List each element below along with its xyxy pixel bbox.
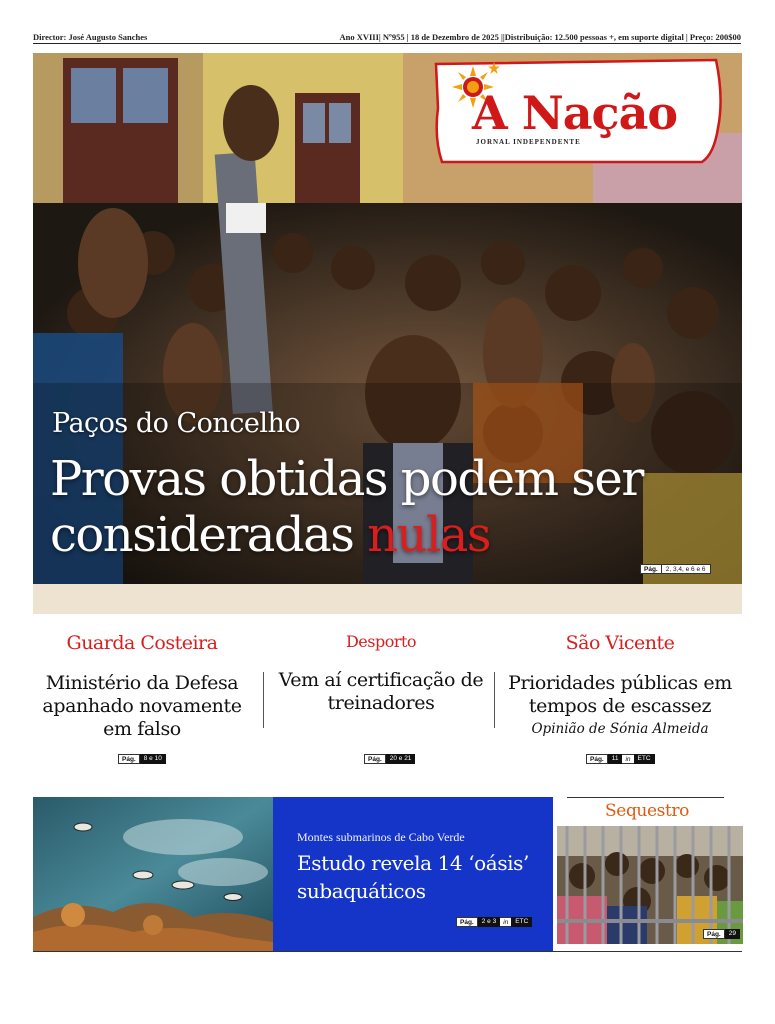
sequestro-rule xyxy=(567,797,724,798)
story-guarda-costeira[interactable] xyxy=(33,632,251,741)
section-divider-band xyxy=(33,584,742,614)
bottom-rule xyxy=(33,951,742,952)
hero-headline[interactable] xyxy=(50,451,740,563)
hero-headline-accent: nulas xyxy=(367,507,491,563)
feature-subtitle: Montes submarinos de Cabo Verde xyxy=(297,830,465,844)
page-numbers: 8 e 10 xyxy=(140,754,166,764)
story-opinion-byline: Opinião de Sónia Almeida xyxy=(531,721,709,737)
director-credit: Director: José Augusto Sanches xyxy=(33,32,148,42)
sequestro-page-ref xyxy=(703,929,740,939)
sequestro-photo[interactable] xyxy=(557,826,743,944)
hero-headline-main: Provas obtidas podem ser consideradas xyxy=(50,451,643,563)
column-divider xyxy=(263,672,264,728)
story-title: Prioridades públicas em tempos de escassez xyxy=(508,672,732,717)
page-label: Pág. xyxy=(640,564,662,574)
page-numbers: 11 xyxy=(608,754,623,764)
story-category: Guarda Costeira xyxy=(66,632,218,654)
page-label: Pág. xyxy=(703,929,725,939)
newspaper-logo[interactable] xyxy=(432,58,722,166)
people-behind-gate-image xyxy=(557,826,743,944)
sequestro-category[interactable]: Sequestro xyxy=(605,801,689,821)
column-divider xyxy=(494,672,495,728)
story-title: Vem aí certificação de treinadores xyxy=(278,669,484,714)
masthead-info-line xyxy=(33,31,741,44)
hero-page-ref xyxy=(640,564,711,574)
page-numbers: 2 e 3 xyxy=(478,917,500,927)
logo-title: A Nação xyxy=(472,86,678,140)
reef-photo[interactable] xyxy=(33,797,273,952)
logo-subtitle: JORNAL INDEPENDENTE xyxy=(476,138,581,146)
story-page-ref xyxy=(118,754,166,764)
feature-story-box[interactable] xyxy=(273,797,553,952)
story-desporto[interactable] xyxy=(278,632,484,715)
page-label: Pág. xyxy=(456,917,478,927)
in-label: in xyxy=(622,754,633,764)
story-page-ref xyxy=(586,754,655,764)
story-title: Ministério da Defesa apanhado novamente em falso xyxy=(42,672,242,740)
page-label: Pág. xyxy=(118,754,140,764)
feature-page-ref xyxy=(456,917,532,927)
page-label: Pág. xyxy=(364,754,386,764)
page-numbers: 2, 3,4, e 6 e 6 xyxy=(662,564,711,574)
underwater-reef-image xyxy=(33,797,273,952)
star-icon xyxy=(488,62,500,74)
story-page-ref xyxy=(364,754,415,764)
supplement-name: ETC xyxy=(634,754,655,764)
in-label: in xyxy=(500,917,511,927)
issue-meta: Ano XVIII| Nº955 | 18 de Dezembro de 2025 ||Distribuição: 12.500 pessoas +, em suporte digital | Preço: 200$00 xyxy=(339,32,741,42)
page-numbers: 20 e 21 xyxy=(386,754,416,764)
feature-title: Estudo revela 14 ‘oásis’ subaquáticos xyxy=(297,851,530,903)
page-label: Pág. xyxy=(586,754,608,764)
page-numbers: 29 xyxy=(725,929,740,939)
story-category: Desporto xyxy=(345,632,417,651)
supplement-name: ETC xyxy=(511,917,532,927)
story-category: São Vicente xyxy=(565,632,675,654)
hero-kicker: Paços do Concelho xyxy=(52,408,301,439)
story-sao-vicente[interactable] xyxy=(500,632,740,737)
